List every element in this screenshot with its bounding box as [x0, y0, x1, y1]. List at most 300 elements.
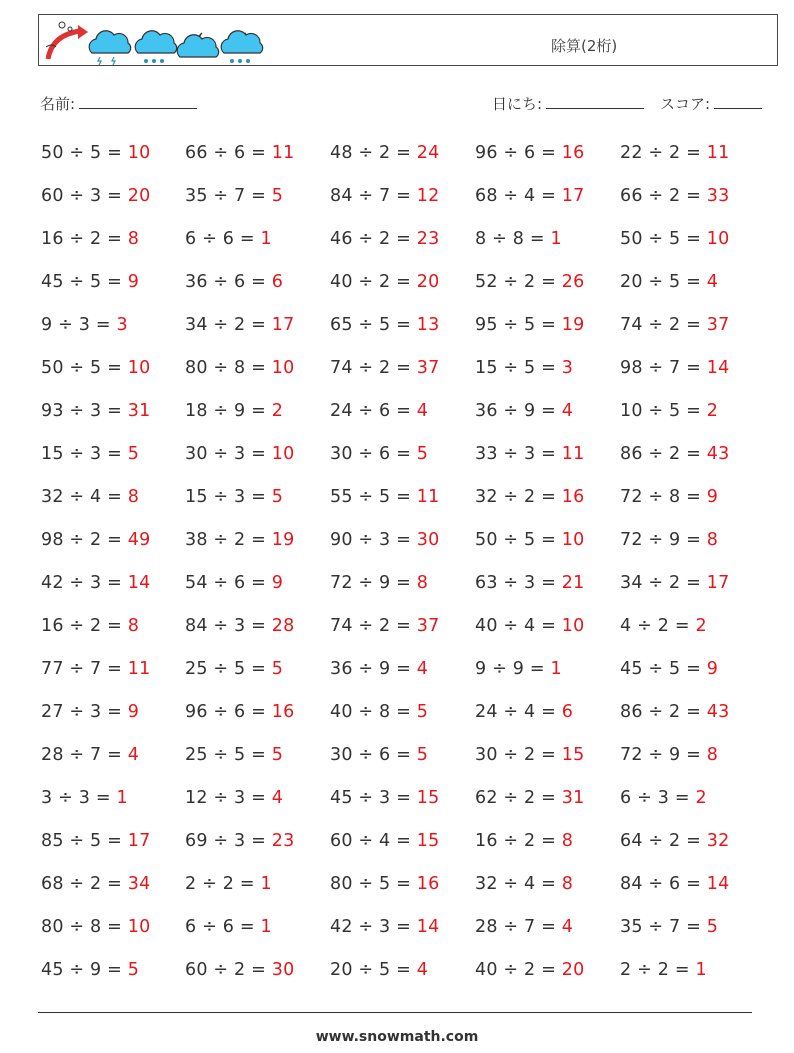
problem-expression: 30 ÷ 2 =	[475, 745, 562, 765]
problem-expression: 65 ÷ 5 =	[330, 315, 417, 335]
division-problem	[620, 960, 707, 980]
problem-answer: 37	[416, 616, 440, 636]
problem-answer: 6	[561, 702, 574, 722]
problem-answer: 20	[127, 186, 151, 206]
problem-expression: 52 ÷ 2 =	[475, 272, 562, 292]
problem-expression: 77 ÷ 7 =	[41, 659, 128, 679]
problem-answer: 9	[127, 702, 140, 722]
division-problem	[330, 530, 439, 550]
division-problem	[475, 143, 584, 163]
problem-expression: 80 ÷ 5 =	[330, 874, 417, 894]
problem-answer: 19	[271, 530, 295, 550]
problem-answer: 11	[706, 143, 730, 163]
problem-answer: 9	[706, 659, 719, 679]
problem-answer: 5	[416, 444, 429, 464]
problem-expression: 95 ÷ 5 =	[475, 315, 562, 335]
division-problem	[185, 272, 283, 292]
problem-answer: 8	[416, 573, 429, 593]
division-problem	[475, 358, 573, 378]
problem-expression: 98 ÷ 2 =	[41, 530, 128, 550]
division-problem	[41, 186, 150, 206]
problem-expression: 24 ÷ 4 =	[475, 702, 562, 722]
division-problem	[330, 143, 439, 163]
problem-answer: 11	[271, 143, 295, 163]
problem-answer: 8	[561, 874, 574, 894]
division-problem	[185, 315, 294, 335]
problem-answer: 5	[416, 745, 429, 765]
problem-expression: 20 ÷ 5 =	[330, 960, 417, 980]
division-problem	[620, 917, 718, 937]
division-problem	[330, 315, 439, 335]
problem-answer: 8	[127, 616, 140, 636]
problem-answer: 4	[271, 788, 284, 808]
problem-answer: 5	[271, 659, 284, 679]
problem-expression: 6 ÷ 6 =	[185, 229, 261, 249]
problem-answer: 15	[416, 831, 440, 851]
problem-expression: 35 ÷ 7 =	[620, 917, 707, 937]
bottom-divider	[38, 1012, 752, 1013]
problem-answer: 37	[416, 358, 440, 378]
problem-expression: 15 ÷ 3 =	[185, 487, 272, 507]
division-problem	[620, 659, 718, 679]
division-problem	[620, 315, 729, 335]
problem-expression: 60 ÷ 3 =	[41, 186, 128, 206]
division-problem	[330, 702, 428, 722]
problem-answer: 23	[271, 831, 295, 851]
problem-answer: 14	[127, 573, 151, 593]
problem-answer: 8	[127, 487, 140, 507]
division-problem	[41, 444, 139, 464]
division-problem	[475, 874, 573, 894]
problem-answer: 24	[416, 143, 440, 163]
problem-answer: 5	[271, 487, 284, 507]
problem-answer: 4	[127, 745, 140, 765]
problem-expression: 36 ÷ 9 =	[475, 401, 562, 421]
problem-answer: 17	[127, 831, 151, 851]
problem-expression: 72 ÷ 9 =	[620, 745, 707, 765]
problem-expression: 96 ÷ 6 =	[475, 143, 562, 163]
problem-answer: 30	[416, 530, 440, 550]
problem-expression: 72 ÷ 9 =	[330, 573, 417, 593]
problem-answer: 2	[695, 788, 707, 808]
problem-expression: 18 ÷ 9 =	[185, 401, 272, 421]
division-problem	[185, 487, 283, 507]
problem-answer: 20	[561, 960, 585, 980]
division-problem	[620, 530, 718, 550]
problem-expression: 30 ÷ 6 =	[330, 444, 417, 464]
problem-expression: 62 ÷ 2 =	[475, 788, 562, 808]
problem-answer: 6	[271, 272, 284, 292]
division-problem	[620, 745, 718, 765]
problem-answer: 2	[271, 401, 284, 421]
division-problem	[41, 960, 139, 980]
division-problem	[330, 917, 439, 937]
problem-expression: 22 ÷ 2 =	[620, 143, 707, 163]
division-problem	[475, 659, 562, 679]
problem-answer: 4	[416, 960, 429, 980]
score-blank-line[interactable]	[714, 92, 762, 109]
problem-answer: 1	[260, 874, 272, 894]
header-box	[38, 14, 778, 66]
division-problem	[330, 659, 428, 679]
problem-expression: 24 ÷ 6 =	[330, 401, 417, 421]
problem-answer: 32	[706, 831, 730, 851]
problem-expression: 96 ÷ 6 =	[185, 702, 272, 722]
problem-answer: 30	[271, 960, 295, 980]
division-problem	[330, 444, 428, 464]
problem-expression: 36 ÷ 9 =	[330, 659, 417, 679]
division-problem	[41, 272, 139, 292]
problem-answer: 1	[550, 659, 562, 679]
problem-expression: 27 ÷ 3 =	[41, 702, 128, 722]
problem-expression: 50 ÷ 5 =	[41, 358, 128, 378]
division-problem	[330, 358, 439, 378]
division-problem	[185, 186, 283, 206]
problem-answer: 1	[260, 917, 272, 937]
problem-answer: 9	[271, 573, 284, 593]
problem-expression: 4 ÷ 2 =	[620, 616, 696, 636]
problem-expression: 6 ÷ 3 =	[620, 788, 696, 808]
division-problem	[41, 831, 150, 851]
division-problem	[185, 401, 283, 421]
problem-answer: 8	[706, 530, 719, 550]
problem-answer: 20	[416, 272, 440, 292]
problem-answer: 14	[416, 917, 440, 937]
problem-expression: 45 ÷ 9 =	[41, 960, 128, 980]
division-problem	[41, 358, 150, 378]
division-problem	[475, 444, 584, 464]
division-problem	[330, 616, 439, 636]
problem-expression: 2 ÷ 2 =	[620, 960, 696, 980]
problem-expression: 20 ÷ 5 =	[620, 272, 707, 292]
division-problem	[620, 616, 707, 636]
problem-expression: 8 ÷ 8 =	[475, 229, 551, 249]
division-problem	[185, 530, 294, 550]
problem-expression: 86 ÷ 2 =	[620, 444, 707, 464]
division-problem	[620, 229, 729, 249]
problem-answer: 31	[561, 788, 585, 808]
problem-answer: 2	[706, 401, 719, 421]
problem-answer: 10	[127, 917, 151, 937]
problem-answer: 3	[561, 358, 574, 378]
problem-expression: 55 ÷ 5 =	[330, 487, 417, 507]
division-problem	[475, 831, 573, 851]
problem-answer: 8	[561, 831, 574, 851]
problem-answer: 10	[127, 143, 151, 163]
problem-expression: 32 ÷ 4 =	[475, 874, 562, 894]
problem-answer: 43	[706, 444, 730, 464]
rain-cloud-icon	[135, 31, 176, 63]
problem-expression: 9 ÷ 3 =	[41, 315, 117, 335]
problem-expression: 74 ÷ 2 =	[330, 358, 417, 378]
division-problem	[41, 573, 150, 593]
problem-expression: 68 ÷ 2 =	[41, 874, 128, 894]
name-blank-line[interactable]	[79, 92, 197, 109]
problem-answer: 10	[271, 358, 295, 378]
division-problem	[185, 960, 294, 980]
problem-answer: 15	[416, 788, 440, 808]
problem-expression: 50 ÷ 5 =	[475, 530, 562, 550]
problem-expression: 40 ÷ 4 =	[475, 616, 562, 636]
problem-answer: 12	[416, 186, 440, 206]
problem-answer: 8	[706, 745, 719, 765]
problem-expression: 28 ÷ 7 =	[41, 745, 128, 765]
division-problem	[475, 530, 584, 550]
division-problem	[475, 702, 573, 722]
division-problem	[41, 702, 139, 722]
problem-expression: 42 ÷ 3 =	[330, 917, 417, 937]
wind-arc-icon	[46, 22, 88, 60]
problem-expression: 66 ÷ 6 =	[185, 143, 272, 163]
problem-expression: 50 ÷ 5 =	[620, 229, 707, 249]
division-problem	[475, 745, 584, 765]
division-problem	[475, 616, 584, 636]
division-problem	[620, 358, 729, 378]
division-problem	[41, 917, 150, 937]
division-problem	[330, 831, 439, 851]
problem-expression: 50 ÷ 5 =	[41, 143, 128, 163]
problem-expression: 54 ÷ 6 =	[185, 573, 272, 593]
division-problem	[330, 487, 439, 507]
date-label: 日にち:	[492, 95, 543, 113]
problem-expression: 42 ÷ 3 =	[41, 573, 128, 593]
problem-answer: 49	[127, 530, 151, 550]
problem-answer: 13	[416, 315, 440, 335]
division-problem	[185, 444, 294, 464]
problem-answer: 11	[127, 659, 151, 679]
division-problem	[185, 659, 283, 679]
division-problem	[330, 229, 439, 249]
problem-answer: 21	[561, 573, 585, 593]
problem-answer: 26	[561, 272, 585, 292]
division-problem	[41, 530, 150, 550]
division-problem	[41, 616, 139, 636]
problem-answer: 31	[127, 401, 151, 421]
problem-answer: 4	[416, 659, 429, 679]
division-problem	[475, 186, 584, 206]
division-problem	[620, 143, 729, 163]
problem-expression: 60 ÷ 4 =	[330, 831, 417, 851]
problem-expression: 80 ÷ 8 =	[185, 358, 272, 378]
problem-answer: 11	[561, 444, 585, 464]
problem-answer: 5	[271, 745, 284, 765]
problem-answer: 4	[706, 272, 719, 292]
division-problem	[475, 487, 584, 507]
division-problem	[620, 788, 707, 808]
division-problem	[185, 788, 283, 808]
problem-answer: 16	[416, 874, 440, 894]
problem-answer: 1	[550, 229, 562, 249]
problem-answer: 14	[706, 358, 730, 378]
division-problem	[475, 917, 573, 937]
problem-expression: 86 ÷ 2 =	[620, 702, 707, 722]
problem-answer: 16	[561, 487, 585, 507]
problem-answer: 4	[416, 401, 429, 421]
division-problem	[620, 444, 729, 464]
problem-answer: 10	[127, 358, 151, 378]
division-problem	[475, 315, 584, 335]
problem-answer: 2	[695, 616, 707, 636]
problem-answer: 33	[706, 186, 730, 206]
problem-expression: 16 ÷ 2 =	[41, 229, 128, 249]
division-problem	[475, 401, 573, 421]
division-problem	[41, 229, 139, 249]
problem-answer: 10	[271, 444, 295, 464]
problem-answer: 1	[116, 788, 128, 808]
problem-answer: 17	[706, 573, 730, 593]
problem-expression: 72 ÷ 8 =	[620, 487, 707, 507]
problem-answer: 16	[561, 143, 585, 163]
problem-answer: 5	[416, 702, 429, 722]
problem-answer: 8	[127, 229, 140, 249]
problem-expression: 36 ÷ 6 =	[185, 272, 272, 292]
division-problem	[330, 874, 439, 894]
division-problem	[185, 143, 294, 163]
problem-expression: 9 ÷ 9 =	[475, 659, 551, 679]
problem-expression: 15 ÷ 3 =	[41, 444, 128, 464]
division-problem	[330, 745, 428, 765]
problem-expression: 45 ÷ 5 =	[620, 659, 707, 679]
problem-answer: 17	[271, 315, 295, 335]
division-problem	[41, 745, 139, 765]
division-problem	[475, 229, 562, 249]
problem-answer: 10	[561, 530, 585, 550]
cloud-moon-icon	[177, 33, 218, 57]
problem-expression: 64 ÷ 2 =	[620, 831, 707, 851]
problem-answer: 10	[706, 229, 730, 249]
division-problem	[620, 186, 729, 206]
problem-expression: 30 ÷ 6 =	[330, 745, 417, 765]
division-problem	[185, 358, 294, 378]
problem-expression: 46 ÷ 2 =	[330, 229, 417, 249]
division-problem	[185, 831, 294, 851]
problem-expression: 30 ÷ 3 =	[185, 444, 272, 464]
division-problem	[41, 143, 150, 163]
division-problem	[620, 401, 718, 421]
division-problem	[41, 487, 139, 507]
problem-answer: 5	[127, 960, 140, 980]
problem-expression: 10 ÷ 5 =	[620, 401, 707, 421]
problem-answer: 16	[271, 702, 295, 722]
problem-expression: 15 ÷ 5 =	[475, 358, 562, 378]
problem-expression: 68 ÷ 4 =	[475, 186, 562, 206]
score-label: スコア:	[660, 95, 711, 113]
division-problem	[330, 186, 439, 206]
division-problem	[620, 573, 729, 593]
division-problem	[475, 272, 584, 292]
division-problem	[41, 401, 150, 421]
problem-expression: 48 ÷ 2 =	[330, 143, 417, 163]
problem-expression: 40 ÷ 2 =	[330, 272, 417, 292]
division-problem	[620, 702, 729, 722]
division-problem	[41, 788, 128, 808]
division-problem	[620, 487, 718, 507]
division-problem	[620, 831, 729, 851]
rain-cloud-moon-icon	[221, 31, 262, 63]
problem-expression: 93 ÷ 3 =	[41, 401, 128, 421]
division-problem	[185, 573, 283, 593]
problem-expression: 84 ÷ 6 =	[620, 874, 707, 894]
division-problem	[185, 229, 272, 249]
score-field[interactable]	[660, 92, 762, 114]
problem-answer: 5	[127, 444, 140, 464]
problem-expression: 35 ÷ 7 =	[185, 186, 272, 206]
date-field[interactable]	[492, 92, 644, 114]
problem-expression: 3 ÷ 3 =	[41, 788, 117, 808]
problem-expression: 34 ÷ 2 =	[185, 315, 272, 335]
problem-expression: 32 ÷ 2 =	[475, 487, 562, 507]
problem-expression: 90 ÷ 3 =	[330, 530, 417, 550]
footer-site: www.snowmath.com	[315, 1029, 479, 1045]
weather-icons	[42, 17, 272, 65]
problem-answer: 4	[561, 401, 574, 421]
problem-answer: 10	[561, 616, 585, 636]
problem-answer: 5	[706, 917, 719, 937]
division-problem	[330, 788, 439, 808]
division-problem	[185, 745, 283, 765]
problem-answer: 28	[271, 616, 295, 636]
division-problem	[185, 917, 272, 937]
problem-expression: 80 ÷ 8 =	[41, 917, 128, 937]
name-label: 名前:	[40, 95, 76, 113]
worksheet-title: 除算(2桁)	[551, 37, 618, 55]
problem-answer: 19	[561, 315, 585, 335]
problem-answer: 1	[260, 229, 272, 249]
division-problem	[475, 788, 584, 808]
problem-expression: 74 ÷ 2 =	[330, 616, 417, 636]
division-problem	[330, 573, 428, 593]
division-problem	[620, 272, 718, 292]
division-problem	[185, 702, 294, 722]
problem-expression: 16 ÷ 2 =	[475, 831, 562, 851]
division-problem	[330, 401, 428, 421]
problem-expression: 66 ÷ 2 =	[620, 186, 707, 206]
problem-expression: 28 ÷ 7 =	[475, 917, 562, 937]
problem-expression: 72 ÷ 9 =	[620, 530, 707, 550]
problem-expression: 40 ÷ 8 =	[330, 702, 417, 722]
problem-expression: 2 ÷ 2 =	[185, 874, 261, 894]
problem-answer: 37	[706, 315, 730, 335]
problem-expression: 69 ÷ 3 =	[185, 831, 272, 851]
problem-expression: 98 ÷ 7 =	[620, 358, 707, 378]
problem-expression: 25 ÷ 5 =	[185, 745, 272, 765]
date-blank-line[interactable]	[546, 92, 644, 109]
division-problem	[185, 616, 294, 636]
name-field[interactable]	[40, 92, 197, 114]
problem-expression: 40 ÷ 2 =	[475, 960, 562, 980]
problem-expression: 38 ÷ 2 =	[185, 530, 272, 550]
problem-answer: 17	[561, 186, 585, 206]
problem-expression: 85 ÷ 5 =	[41, 831, 128, 851]
problem-expression: 74 ÷ 2 =	[620, 315, 707, 335]
problem-answer: 11	[416, 487, 440, 507]
problem-expression: 16 ÷ 2 =	[41, 616, 128, 636]
problem-expression: 63 ÷ 3 =	[475, 573, 562, 593]
problem-expression: 45 ÷ 3 =	[330, 788, 417, 808]
division-problem	[475, 960, 584, 980]
problem-answer: 14	[706, 874, 730, 894]
problem-answer: 5	[271, 186, 284, 206]
problem-answer: 1	[695, 960, 707, 980]
problem-answer: 15	[561, 745, 585, 765]
division-problem	[475, 573, 584, 593]
division-problem	[41, 659, 150, 679]
division-problem	[41, 315, 128, 335]
problem-expression: 34 ÷ 2 =	[620, 573, 707, 593]
problem-answer: 9	[706, 487, 719, 507]
division-problem	[330, 960, 428, 980]
problem-expression: 60 ÷ 2 =	[185, 960, 272, 980]
